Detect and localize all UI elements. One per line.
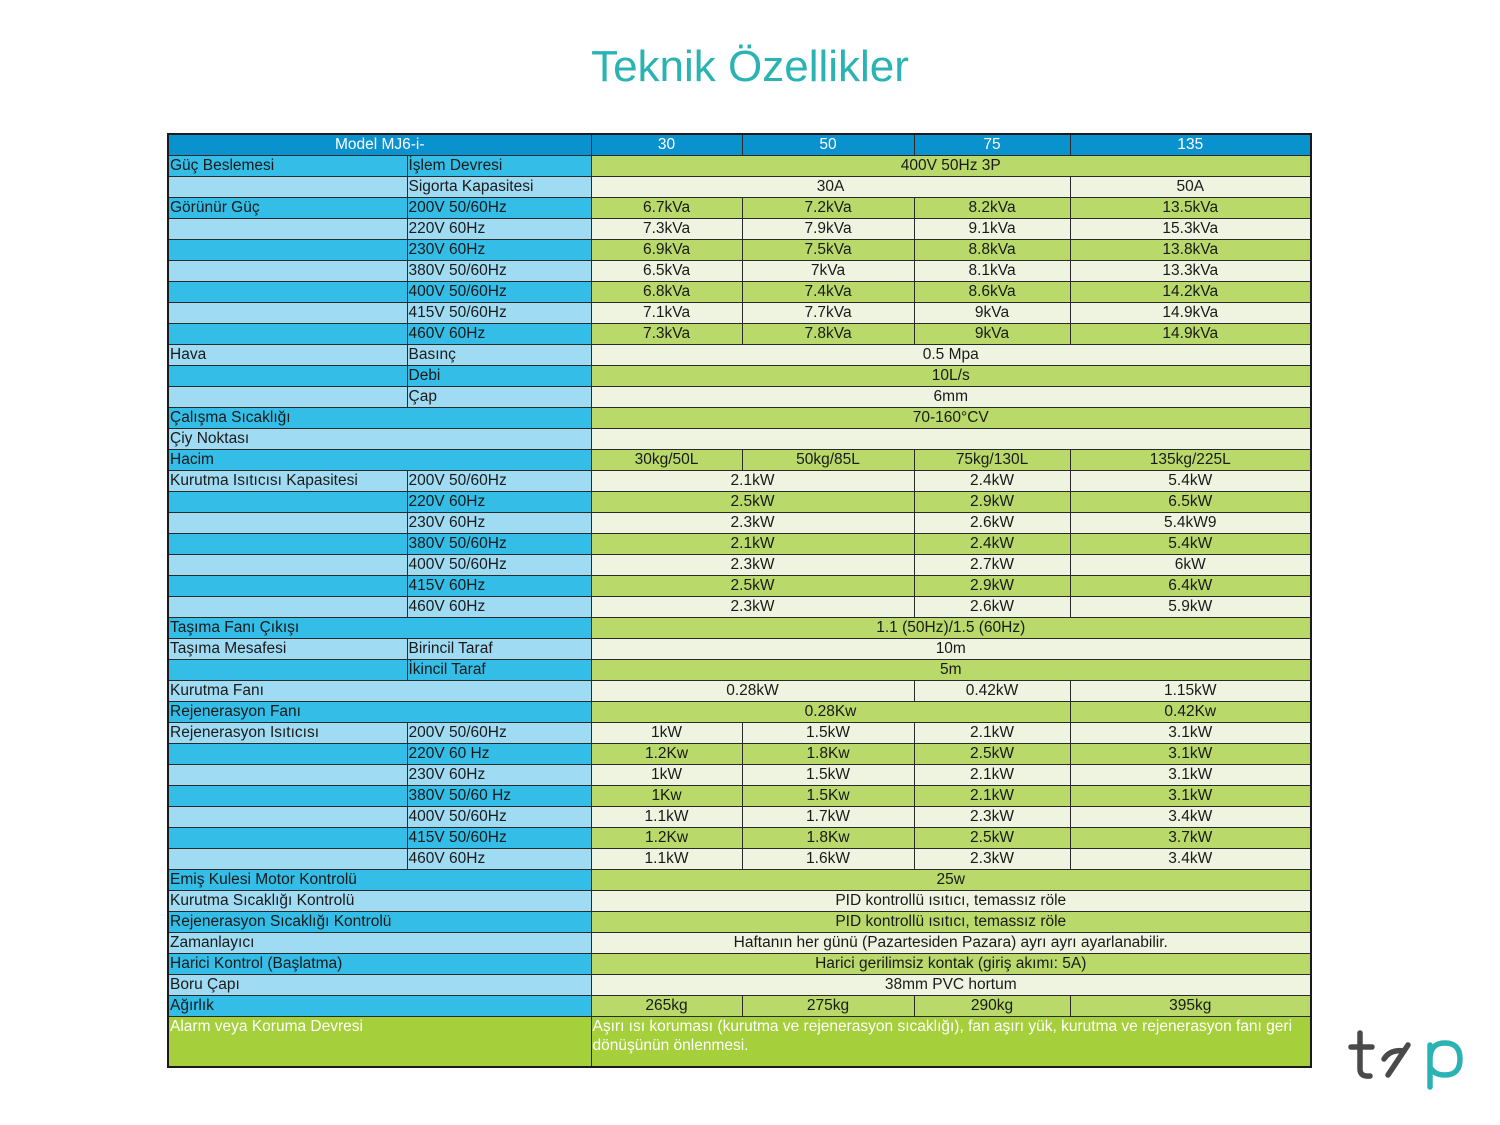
value-cell: 2.3kW — [591, 597, 914, 618]
value-cell: 2.1kW — [914, 786, 1070, 807]
value-cell: PID kontrollü ısıtıcı, temassız röle — [591, 912, 1311, 933]
row-label — [168, 597, 407, 618]
row-label — [168, 555, 407, 576]
row-sublabel: 380V 50/60Hz — [407, 261, 591, 282]
table-row — [168, 408, 1311, 429]
value-cell: 1.2Kw — [591, 828, 742, 849]
row-label — [168, 324, 407, 345]
value-cell: 2.7kW — [914, 555, 1070, 576]
value-cell: 1.1kW — [591, 807, 742, 828]
value-cell: 14.9kVa — [1070, 303, 1311, 324]
value-cell: 1.8Kw — [742, 744, 914, 765]
row-label: Çalışma Sıcaklığı — [168, 408, 591, 429]
alarm-value: Aşırı ısı koruması (kurutma ve rejenerasyon sıcaklığı), fan aşırı yük, kurutma ve rejenerasyon fanı geri dönüşünün önlenmesi. — [591, 1017, 1311, 1068]
table-row — [168, 534, 1311, 555]
table-row — [168, 849, 1311, 870]
value-cell: 1.15kW — [1070, 681, 1311, 702]
value-cell: 2.5kW — [914, 828, 1070, 849]
value-cell: 0.5 Mpa — [591, 345, 1311, 366]
value-cell: 50kg/85L — [742, 450, 914, 471]
value-cell: 265kg — [591, 996, 742, 1017]
row-sublabel: Debi — [407, 366, 591, 387]
model-header: Model MJ6-i- — [168, 134, 591, 156]
value-cell: 7.8kVa — [742, 324, 914, 345]
table-row — [168, 723, 1311, 744]
value-cell: 3.1kW — [1070, 744, 1311, 765]
value-cell: 6mm — [591, 387, 1311, 408]
value-cell: 5.4kW9 — [1070, 513, 1311, 534]
table-row — [168, 660, 1311, 681]
value-cell: 13.5kVa — [1070, 198, 1311, 219]
row-sublabel: 380V 50/60 Hz — [407, 786, 591, 807]
row-label: Taşıma Fanı Çıkışı — [168, 618, 591, 639]
value-cell: 3.4kW — [1070, 807, 1311, 828]
value-cell: 2.6kW — [914, 513, 1070, 534]
value-cell: 2.9kW — [914, 576, 1070, 597]
row-label: Hava — [168, 345, 407, 366]
value-cell: 6.8kVa — [591, 282, 742, 303]
table-row — [168, 744, 1311, 765]
value-cell: Harici gerilimsiz kontak (giriş akımı: 5A) — [591, 954, 1311, 975]
table-row — [168, 261, 1311, 282]
value-cell: PID kontrollü ısıtıcı, temassız röle — [591, 891, 1311, 912]
table-row — [168, 954, 1311, 975]
spec-table — [167, 133, 1312, 1068]
value-cell: 290kg — [914, 996, 1070, 1017]
value-cell: 8.2kVa — [914, 198, 1070, 219]
value-cell: 6.4kW — [1070, 576, 1311, 597]
row-sublabel: 220V 60Hz — [407, 219, 591, 240]
value-cell: 1.1kW — [591, 849, 742, 870]
model-column-header: 50 — [742, 134, 914, 156]
row-label: Ağırlık — [168, 996, 591, 1017]
value-cell: 1kW — [591, 765, 742, 786]
table-row — [168, 912, 1311, 933]
value-cell: 7.9kVa — [742, 219, 914, 240]
value-cell: 38mm PVC hortum — [591, 975, 1311, 996]
value-cell: 2.5kW — [591, 576, 914, 597]
row-label: Emiş Kulesi Motor Kontrolü — [168, 870, 591, 891]
row-label: Kurutma Fanı — [168, 681, 591, 702]
value-cell: 3.7kW — [1070, 828, 1311, 849]
row-label: Hacim — [168, 450, 591, 471]
value-cell: 75kg/130L — [914, 450, 1070, 471]
value-cell: 0.28kW — [591, 681, 914, 702]
table-row — [168, 324, 1311, 345]
table-row — [168, 870, 1311, 891]
value-cell: 1.5Kw — [742, 786, 914, 807]
row-label — [168, 765, 407, 786]
row-sublabel: İkincil Taraf — [407, 660, 591, 681]
row-sublabel: Basınç — [407, 345, 591, 366]
value-cell: Haftanın her günü (Pazartesiden Pazara) ayrı ayrı ayarlanabilir. — [591, 933, 1311, 954]
tsp-logo — [1348, 1025, 1466, 1096]
value-cell: 7.3kVa — [591, 324, 742, 345]
value-cell: 7kVa — [742, 261, 914, 282]
row-label: Harici Kontrol (Başlatma) — [168, 954, 591, 975]
value-cell: 2.5kW — [591, 492, 914, 513]
value-cell: 7.3kVa — [591, 219, 742, 240]
table-row — [168, 975, 1311, 996]
value-cell: 7.2kVa — [742, 198, 914, 219]
row-label — [168, 513, 407, 534]
value-cell: 10L/s — [591, 366, 1311, 387]
value-cell: 1.2Kw — [591, 744, 742, 765]
row-label — [168, 786, 407, 807]
row-label: Görünür Güç — [168, 198, 407, 219]
row-label: Boru Çapı — [168, 975, 591, 996]
table-row — [168, 702, 1311, 723]
table-row — [168, 996, 1311, 1017]
row-label — [168, 744, 407, 765]
value-cell: 8.8kVa — [914, 240, 1070, 261]
value-cell: 2.1kW — [591, 534, 914, 555]
row-label — [168, 240, 407, 261]
row-label — [168, 219, 407, 240]
value-cell: 9kVa — [914, 324, 1070, 345]
value-cell: 2.5kW — [914, 744, 1070, 765]
row-sublabel: 415V 50/60Hz — [407, 828, 591, 849]
value-cell: 0.28Kw — [591, 702, 1070, 723]
value-cell: 13.8kVa — [1070, 240, 1311, 261]
row-label — [168, 849, 407, 870]
row-label — [168, 828, 407, 849]
row-sublabel: 415V 50/60Hz — [407, 303, 591, 324]
table-row — [168, 555, 1311, 576]
value-cell: 8.6kVa — [914, 282, 1070, 303]
value-cell: 1.6kW — [742, 849, 914, 870]
value-cell: 2.9kW — [914, 492, 1070, 513]
row-label — [168, 387, 407, 408]
value-cell: 5.4kW — [1070, 471, 1311, 492]
value-cell: 2.6kW — [914, 597, 1070, 618]
table-row — [168, 681, 1311, 702]
value-cell: 5.9kW — [1070, 597, 1311, 618]
tsp-logo-icon — [1348, 1025, 1466, 1091]
value-cell: 13.3kVa — [1070, 261, 1311, 282]
row-sublabel: 220V 60Hz — [407, 492, 591, 513]
table-row — [168, 513, 1311, 534]
value-cell: 5m — [591, 660, 1311, 681]
table-row — [168, 240, 1311, 261]
value-cell: 3.1kW — [1070, 765, 1311, 786]
table-row — [168, 807, 1311, 828]
value-cell: 1.5kW — [742, 723, 914, 744]
value-cell: 1.7kW — [742, 807, 914, 828]
value-cell: 8.1kVa — [914, 261, 1070, 282]
value-cell: 15.3kVa — [1070, 219, 1311, 240]
row-label — [168, 492, 407, 513]
value-cell: 14.2kVa — [1070, 282, 1311, 303]
value-cell: 2.4kW — [914, 471, 1070, 492]
value-cell: 30kg/50L — [591, 450, 742, 471]
value-cell: 3.1kW — [1070, 723, 1311, 744]
table-row — [168, 450, 1311, 471]
row-label: Çiy Noktası — [168, 429, 591, 450]
value-cell: 2.1kW — [591, 471, 914, 492]
value-cell: 1.8Kw — [742, 828, 914, 849]
table-row — [168, 156, 1311, 177]
row-label: Güç Beslemesi — [168, 156, 407, 177]
row-label: Rejenerasyon Isıtıcısı — [168, 723, 407, 744]
alarm-label: Alarm veya Koruma Devresi — [168, 1017, 591, 1068]
table-row — [168, 828, 1311, 849]
value-cell: 2.1kW — [914, 765, 1070, 786]
value-cell: 70-160°CV — [591, 408, 1311, 429]
table-row — [168, 618, 1311, 639]
row-label — [168, 534, 407, 555]
value-cell — [591, 429, 1311, 450]
row-label — [168, 282, 407, 303]
row-label — [168, 576, 407, 597]
spec-body — [168, 156, 1311, 1017]
table-row — [168, 429, 1311, 450]
table-row — [168, 219, 1311, 240]
row-sublabel: İşlem Devresi — [407, 156, 591, 177]
table-row — [168, 576, 1311, 597]
value-cell: 0.42Kw — [1070, 702, 1311, 723]
table-row — [168, 492, 1311, 513]
table-row — [168, 366, 1311, 387]
value-cell: 3.4kW — [1070, 849, 1311, 870]
value-cell: 9.1kVa — [914, 219, 1070, 240]
row-sublabel: 380V 50/60Hz — [407, 534, 591, 555]
value-cell: 6.5kW — [1070, 492, 1311, 513]
value-cell: 6.9kVa — [591, 240, 742, 261]
row-label: Rejenerasyon Sıcaklığı Kontrolü — [168, 912, 591, 933]
value-cell: 50A — [1070, 177, 1311, 198]
row-sublabel: Çap — [407, 387, 591, 408]
table-row — [168, 471, 1311, 492]
row-label — [168, 366, 407, 387]
value-cell: 400V 50Hz 3P — [591, 156, 1311, 177]
table-row — [168, 303, 1311, 324]
value-cell: 5.4kW — [1070, 534, 1311, 555]
table-row — [168, 933, 1311, 954]
value-cell: 7.7kVa — [742, 303, 914, 324]
row-sublabel: 200V 50/60Hz — [407, 471, 591, 492]
value-cell: 135kg/225L — [1070, 450, 1311, 471]
value-cell: 0.42kW — [914, 681, 1070, 702]
value-cell: 275kg — [742, 996, 914, 1017]
row-sublabel: 460V 60Hz — [407, 324, 591, 345]
row-sublabel: 400V 50/60Hz — [407, 555, 591, 576]
value-cell: 395kg — [1070, 996, 1311, 1017]
value-cell: 10m — [591, 639, 1311, 660]
row-label — [168, 807, 407, 828]
value-cell: 14.9kVa — [1070, 324, 1311, 345]
row-sublabel: 200V 50/60Hz — [407, 198, 591, 219]
value-cell: 6.7kVa — [591, 198, 742, 219]
value-cell: 2.3kW — [914, 807, 1070, 828]
row-label: Rejenerasyon Fanı — [168, 702, 591, 723]
page-title: Teknik Özellikler — [591, 42, 909, 91]
model-column-header: 75 — [914, 134, 1070, 156]
row-sublabel: 200V 50/60Hz — [407, 723, 591, 744]
row-sublabel: 230V 60Hz — [407, 513, 591, 534]
alarm-row — [168, 1017, 1311, 1068]
table-row — [168, 282, 1311, 303]
row-sublabel: Birincil Taraf — [407, 639, 591, 660]
value-cell: 1.5kW — [742, 765, 914, 786]
value-cell: 30A — [591, 177, 1070, 198]
value-cell: 2.3kW — [914, 849, 1070, 870]
row-label — [168, 177, 407, 198]
value-cell: 1kW — [591, 723, 742, 744]
value-cell: 2.3kW — [591, 513, 914, 534]
table-row — [168, 387, 1311, 408]
value-cell: 9kVa — [914, 303, 1070, 324]
table-row — [168, 786, 1311, 807]
table-row — [168, 345, 1311, 366]
row-sublabel: 400V 50/60Hz — [407, 282, 591, 303]
row-sublabel: 230V 60Hz — [407, 765, 591, 786]
value-cell: 1Kw — [591, 786, 742, 807]
row-label: Zamanlayıcı — [168, 933, 591, 954]
table-row — [168, 177, 1311, 198]
header-row — [168, 134, 1311, 156]
value-cell: 25w — [591, 870, 1311, 891]
model-column-header: 30 — [591, 134, 742, 156]
row-label — [168, 303, 407, 324]
model-column-header: 135 — [1070, 134, 1311, 156]
row-sublabel: 460V 60Hz — [407, 597, 591, 618]
row-sublabel: 460V 60Hz — [407, 849, 591, 870]
row-sublabel: 415V 60Hz — [407, 576, 591, 597]
row-label — [168, 660, 407, 681]
value-cell: 7.4kVa — [742, 282, 914, 303]
row-sublabel: 400V 50/60Hz — [407, 807, 591, 828]
table-row — [168, 639, 1311, 660]
value-cell: 6kW — [1070, 555, 1311, 576]
row-sublabel: 220V 60 Hz — [407, 744, 591, 765]
value-cell: 6.5kVa — [591, 261, 742, 282]
value-cell: 7.1kVa — [591, 303, 742, 324]
table-row — [168, 198, 1311, 219]
row-label: Kurutma Sıcaklığı Kontrolü — [168, 891, 591, 912]
value-cell: 7.5kVa — [742, 240, 914, 261]
value-cell: 2.1kW — [914, 723, 1070, 744]
value-cell: 2.4kW — [914, 534, 1070, 555]
row-sublabel: 230V 60Hz — [407, 240, 591, 261]
value-cell: 1.1 (50Hz)/1.5 (60Hz) — [591, 618, 1311, 639]
table-row — [168, 765, 1311, 786]
row-label — [168, 261, 407, 282]
value-cell: 3.1kW — [1070, 786, 1311, 807]
table-row — [168, 597, 1311, 618]
value-cell: 2.3kW — [591, 555, 914, 576]
row-sublabel: Sigorta Kapasitesi — [407, 177, 591, 198]
row-label: Taşıma Mesafesi — [168, 639, 407, 660]
table-row — [168, 891, 1311, 912]
row-label: Kurutma Isıtıcısı Kapasitesi — [168, 471, 407, 492]
